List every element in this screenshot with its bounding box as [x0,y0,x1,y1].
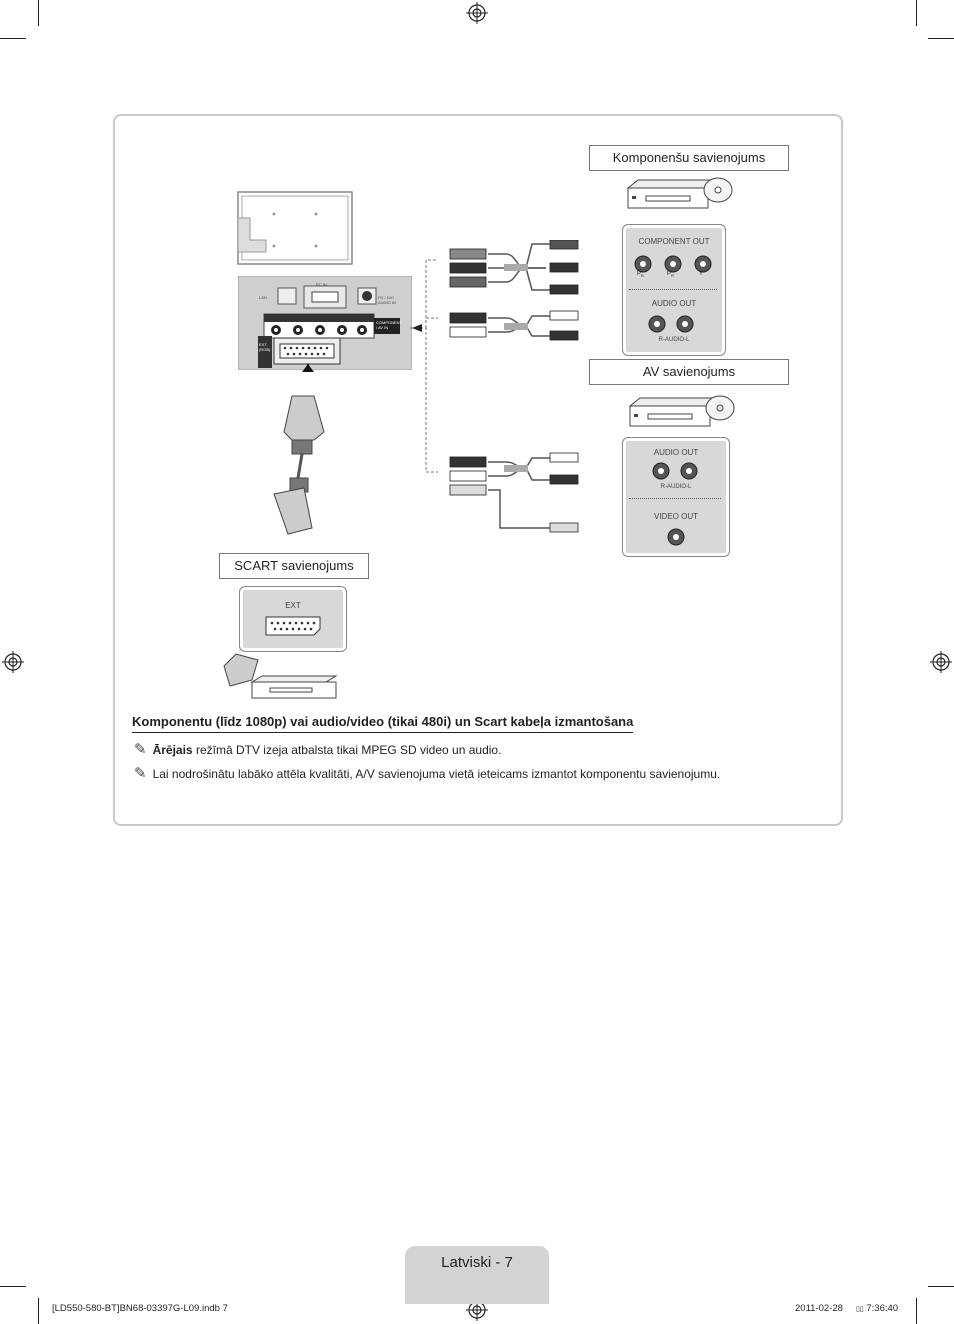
crop-mark [928,1286,954,1287]
av-audio-sub: R-AUDIO-L [660,484,692,490]
component-audio-out-title: AUDIO OUT [651,299,697,308]
note-1-bold: Ārējais [152,743,193,757]
page-label: Latviski - 7 [441,1254,513,1271]
crop-mark [0,1286,26,1287]
registration-mark-icon [2,651,24,673]
av-audio-out-title: AUDIO OUT [653,448,699,457]
video-jack-icon [665,528,687,548]
pr-label: $P_R$ [667,271,674,279]
crop-mark [916,0,917,26]
audio-jacks-icon [649,462,703,482]
component-connection-label: Komponenšu savienojums [589,145,789,171]
audio-jacks-icon [647,315,697,335]
crop-mark [928,38,954,39]
dvd-player-scart-icon [222,652,340,700]
pb-label: $P_B$ [637,271,644,279]
section-heading: Komponentu (līdz 1080p) vai audio/video (tikai 480i) un Scart kabeļa izmantošana [132,714,633,733]
page-number-tab [405,1246,549,1304]
av-out-panel [622,437,730,557]
crop-mark [916,1298,917,1324]
divider [629,289,717,290]
note-1-text: režīmā DTV izeja atbalsta tikai MPEG SD video un audio. [192,743,502,757]
ext-panel [239,586,347,652]
tv-ext-label: EXT (RGB) [259,342,271,352]
y-label: Y [699,271,704,277]
tv-component-av-label: COMPONENT / AV IN [376,320,402,330]
scart-connection-label: SCART savienojums [219,553,369,579]
tv-pc-dvi-label: PC / DVI AUDIO IN [378,295,396,305]
dvd-player-icon [626,392,736,430]
note-2-text: Lai nodrošinātu labāko attēla kvalitāti, A/V savienojuma vietā ieteicams izmantot komponentu savienojumu. [152,767,721,781]
component-out-panel [622,224,726,356]
registration-mark-icon [930,651,952,673]
registration-mark-icon [466,2,488,24]
scart-socket-icon [264,615,322,637]
note-pencil-icon: ✎ [134,765,147,782]
footer-date: 2011-02-28 [795,1303,843,1314]
footer-time: ▯▯ 7:36:40 [856,1303,899,1314]
dvd-player-icon [624,174,734,212]
note-2 [134,764,720,782]
crop-mark [0,38,26,39]
crop-mark [38,1298,39,1324]
note-1 [134,740,501,758]
ext-title: EXT [285,601,301,610]
tv-lan-label: LAN [259,295,267,300]
av-connection-label: AV savienojums [589,359,789,385]
component-audio-sub: R-AUDIO-L [658,337,690,343]
tv-pc-label: PC IN [316,282,327,287]
video-out-title: VIDEO OUT [653,512,698,521]
crop-mark [38,0,39,26]
scart-cable-icon [268,392,338,542]
component-out-title: COMPONENT OUT [638,237,710,246]
clock-glyph-icon: ▯▯ [856,1306,864,1313]
note-pencil-icon: ✎ [134,741,147,758]
footer-filename: [LD550-580-BT]BN68-03397G-L09.indb 7 [52,1303,228,1314]
divider [629,498,721,499]
